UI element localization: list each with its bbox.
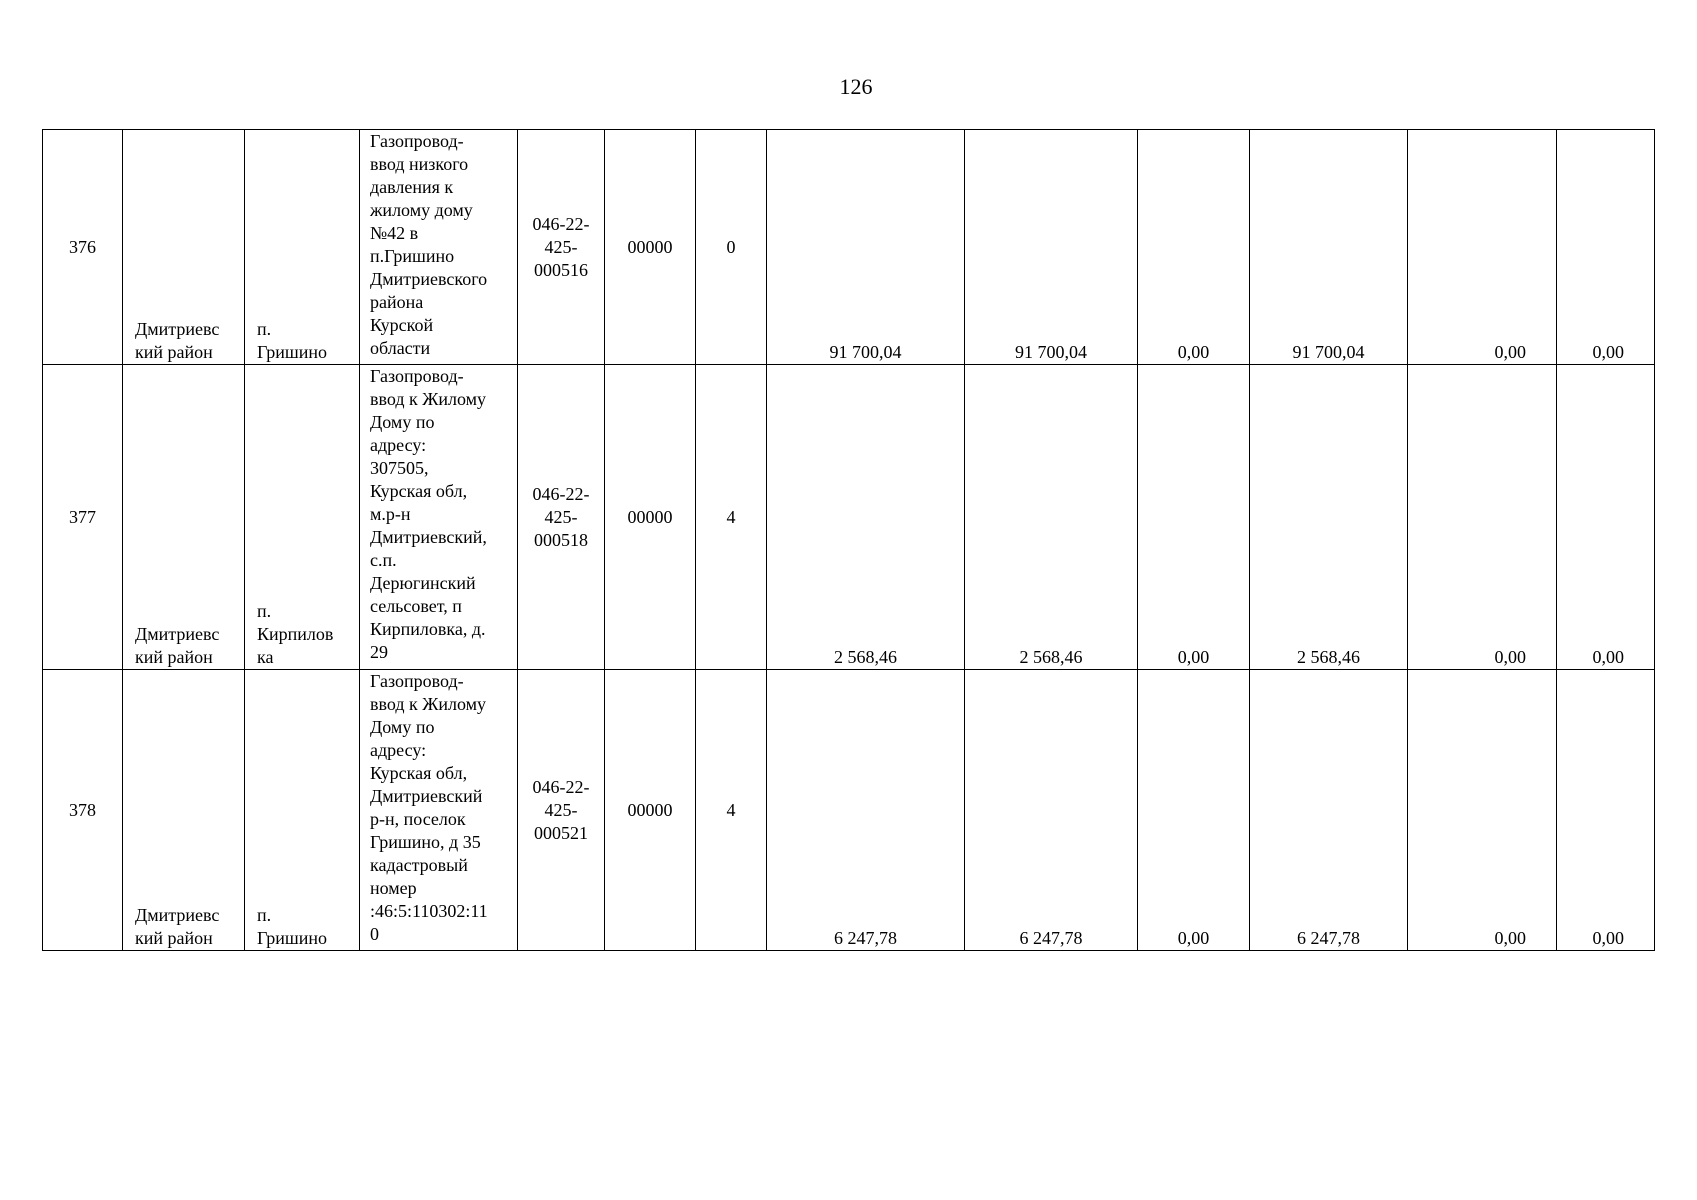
- value-cell-6: 0,00: [1557, 670, 1655, 951]
- object-description: Газопровод- ввод к Жилому Дому по адресу: Курская обл, Дмитриевский р-н, поселок Гришино, д 35 кадастровый номер :46:5:110302:11 0: [360, 670, 518, 951]
- value-cell-1: 2 568,46: [767, 365, 965, 670]
- value-cell-4: 2 568,46: [1250, 365, 1408, 670]
- code-suffix-cell: 0: [696, 130, 767, 365]
- locality-cell: п. Кирпилов ка: [245, 365, 360, 670]
- locality-cell: п. Гришино: [245, 130, 360, 365]
- inventory-code: 046-22- 425- 000518: [518, 365, 605, 670]
- object-description: Газопровод- ввод низкого давления к жилому дому №42 в п.Гришино Дмитриевского района Курской области: [360, 130, 518, 365]
- code-cell: 00000: [605, 365, 696, 670]
- value-cell-5: 0,00: [1408, 365, 1557, 670]
- inventory-code: 046-22- 425- 000516: [518, 130, 605, 365]
- value-cell-4: 6 247,78: [1250, 670, 1408, 951]
- district-cell: Дмитриевс кий район: [123, 130, 245, 365]
- value-cell-3: 0,00: [1138, 130, 1250, 365]
- district-cell: Дмитриевс кий район: [123, 365, 245, 670]
- value-cell-6: 0,00: [1557, 130, 1655, 365]
- value-cell-1: 6 247,78: [767, 670, 965, 951]
- value-cell-3: 0,00: [1138, 670, 1250, 951]
- value-cell-2: 2 568,46: [965, 365, 1138, 670]
- value-cell-2: 91 700,04: [965, 130, 1138, 365]
- row-index: 377: [43, 365, 123, 670]
- district-cell: Дмитриевс кий район: [123, 670, 245, 951]
- row-index: 376: [43, 130, 123, 365]
- page-number: 126: [839, 74, 873, 99]
- row-index: 378: [43, 670, 123, 951]
- value-cell-5: 0,00: [1408, 670, 1557, 951]
- table-row: [43, 130, 1655, 365]
- locality-cell: п. Гришино: [245, 670, 360, 951]
- register-table: [42, 129, 1655, 951]
- code-suffix-cell: 4: [696, 365, 767, 670]
- inventory-code: 046-22- 425- 000521: [518, 670, 605, 951]
- table-row: [43, 365, 1655, 670]
- code-cell: 00000: [605, 670, 696, 951]
- code-cell: 00000: [605, 130, 696, 365]
- value-cell-2: 6 247,78: [965, 670, 1138, 951]
- value-cell-4: 91 700,04: [1250, 130, 1408, 365]
- table-row: [43, 670, 1655, 951]
- value-cell-1: 91 700,04: [767, 130, 965, 365]
- object-description: Газопровод- ввод к Жилому Дому по адресу: 307505, Курская обл, м.р-н Дмитриевский, с.п. Дерюгинский сельсовет, п Кирпиловка, д. 29: [360, 365, 518, 670]
- value-cell-3: 0,00: [1138, 365, 1250, 670]
- value-cell-6: 0,00: [1557, 365, 1655, 670]
- code-suffix-cell: 4: [696, 670, 767, 951]
- value-cell-5: 0,00: [1408, 130, 1557, 365]
